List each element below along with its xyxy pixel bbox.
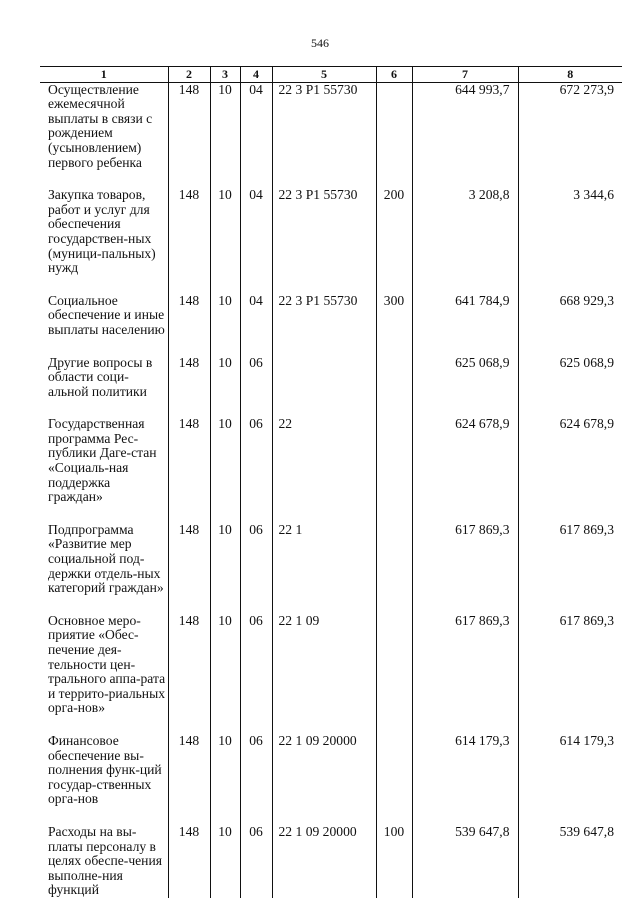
cell-amount-year1: 539 647,8 (412, 825, 518, 898)
table-row (40, 188, 622, 294)
column-header: 6 (376, 67, 412, 83)
cell-target-article: 22 (272, 417, 376, 523)
cell-section: 10 (210, 825, 240, 898)
row-name: Государственная программа Рес-публики Даге-стан «Социаль-ная поддержка граждан» (48, 416, 157, 505)
cell-target-article (272, 356, 376, 418)
row-name: Социальное обеспечение и иные выплаты населению (48, 292, 165, 337)
cell-expense-type (376, 734, 412, 825)
cell-ministry-code: 148 (168, 82, 210, 188)
cell-ministry-code: 148 (168, 825, 210, 898)
cell-subsection: 04 (240, 188, 272, 294)
cell-subsection: 04 (240, 294, 272, 356)
row-name: Другие вопросы в области соци-альной политики (48, 354, 153, 399)
column-header: 3 (210, 67, 240, 83)
page-number: 546 (311, 36, 329, 50)
cell-amount-year1: 617 869,3 (412, 523, 518, 614)
table-row (40, 417, 622, 523)
cell-amount-year2: 672 273,9 (518, 82, 622, 188)
cell-amount-year1: 614 179,3 (412, 734, 518, 825)
row-name: Финансовое обеспечение вы-полнения функ-ций государ-ственных орга-нов (48, 732, 162, 807)
cell-ministry-code: 148 (168, 523, 210, 614)
cell-ministry-code: 148 (168, 356, 210, 418)
cell-subsection: 06 (240, 523, 272, 614)
header-row (40, 67, 622, 83)
cell-target-article: 22 3 P1 55730 (272, 188, 376, 294)
cell-section: 10 (210, 356, 240, 418)
cell-ministry-code: 148 (168, 188, 210, 294)
cell-ministry-code: 148 (168, 294, 210, 356)
cell-expense-type: 300 (376, 294, 412, 356)
cell-expense-type (376, 417, 412, 523)
table-row (40, 614, 622, 734)
table-row (40, 356, 622, 418)
cell-amount-year1: 625 068,9 (412, 356, 518, 418)
cell-expense-type (376, 356, 412, 418)
table-row (40, 82, 622, 188)
table-row (40, 734, 622, 825)
column-header: 8 (518, 67, 622, 83)
cell-amount-year1: 644 993,7 (412, 82, 518, 188)
column-header: 2 (168, 67, 210, 83)
table-row (40, 523, 622, 614)
cell-subsection: 06 (240, 614, 272, 734)
cell-ministry-code: 148 (168, 417, 210, 523)
cell-ministry-code: 148 (168, 734, 210, 825)
cell-subsection: 06 (240, 734, 272, 825)
cell-amount-year2: 614 179,3 (518, 734, 622, 825)
cell-amount-year2: 617 869,3 (518, 614, 622, 734)
cell-amount-year2: 668 929,3 (518, 294, 622, 356)
cell-target-article: 22 1 09 20000 (272, 734, 376, 825)
cell-amount-year2: 624 678,9 (518, 417, 622, 523)
cell-target-article: 22 3 P1 55730 (272, 294, 376, 356)
cell-amount-year1: 617 869,3 (412, 614, 518, 734)
cell-amount-year2: 617 869,3 (518, 523, 622, 614)
cell-target-article: 22 1 (272, 523, 376, 614)
table-row (40, 294, 622, 356)
cell-amount-year1: 624 678,9 (412, 417, 518, 523)
cell-amount-year2: 3 344,6 (518, 188, 622, 294)
cell-target-article: 22 1 09 20000 (272, 825, 376, 898)
cell-amount-year2: 625 068,9 (518, 356, 622, 418)
cell-section: 10 (210, 734, 240, 825)
column-header: 1 (40, 67, 168, 83)
cell-subsection: 06 (240, 825, 272, 898)
cell-section: 10 (210, 82, 240, 188)
cell-target-article: 22 1 09 (272, 614, 376, 734)
cell-ministry-code: 148 (168, 614, 210, 734)
column-header: 5 (272, 67, 376, 83)
column-header: 4 (240, 67, 272, 83)
cell-section: 10 (210, 523, 240, 614)
row-name: Подпрограмма «Развитие мер социальной под-держки отдель-ных категорий граждан» (48, 521, 164, 596)
row-name: Расходы на вы-платы персоналу в целях обеспе-чения выполне-ния функций (48, 823, 162, 898)
cell-amount-year1: 3 208,8 (412, 188, 518, 294)
cell-section: 10 (210, 294, 240, 356)
cell-expense-type (376, 614, 412, 734)
cell-expense-type: 100 (376, 825, 412, 898)
cell-expense-type (376, 82, 412, 188)
cell-amount-year1: 641 784,9 (412, 294, 518, 356)
cell-expense-type: 200 (376, 188, 412, 294)
cell-expense-type (376, 523, 412, 614)
table-row (40, 825, 622, 898)
cell-section: 10 (210, 614, 240, 734)
cell-amount-year2: 539 647,8 (518, 825, 622, 898)
budget-table (40, 66, 622, 898)
row-name: Осуществление ежемесячной выплаты в связи с рождением (усыновлением) первого ребенка (48, 81, 153, 170)
cell-subsection: 06 (240, 417, 272, 523)
cell-target-article: 22 3 P1 55730 (272, 82, 376, 188)
row-name: Закупка товаров, работ и услуг для обеспечения государствен-ных (муници-пальных) нужд (48, 187, 156, 276)
row-name: Основное меро-приятие «Обес-печение дея-тельности цен-трального аппа-рата и террито-риальных орга-нов» (48, 612, 166, 716)
cell-section: 10 (210, 417, 240, 523)
cell-section: 10 (210, 188, 240, 294)
column-header: 7 (412, 67, 518, 83)
cell-subsection: 04 (240, 82, 272, 188)
cell-subsection: 06 (240, 356, 272, 418)
